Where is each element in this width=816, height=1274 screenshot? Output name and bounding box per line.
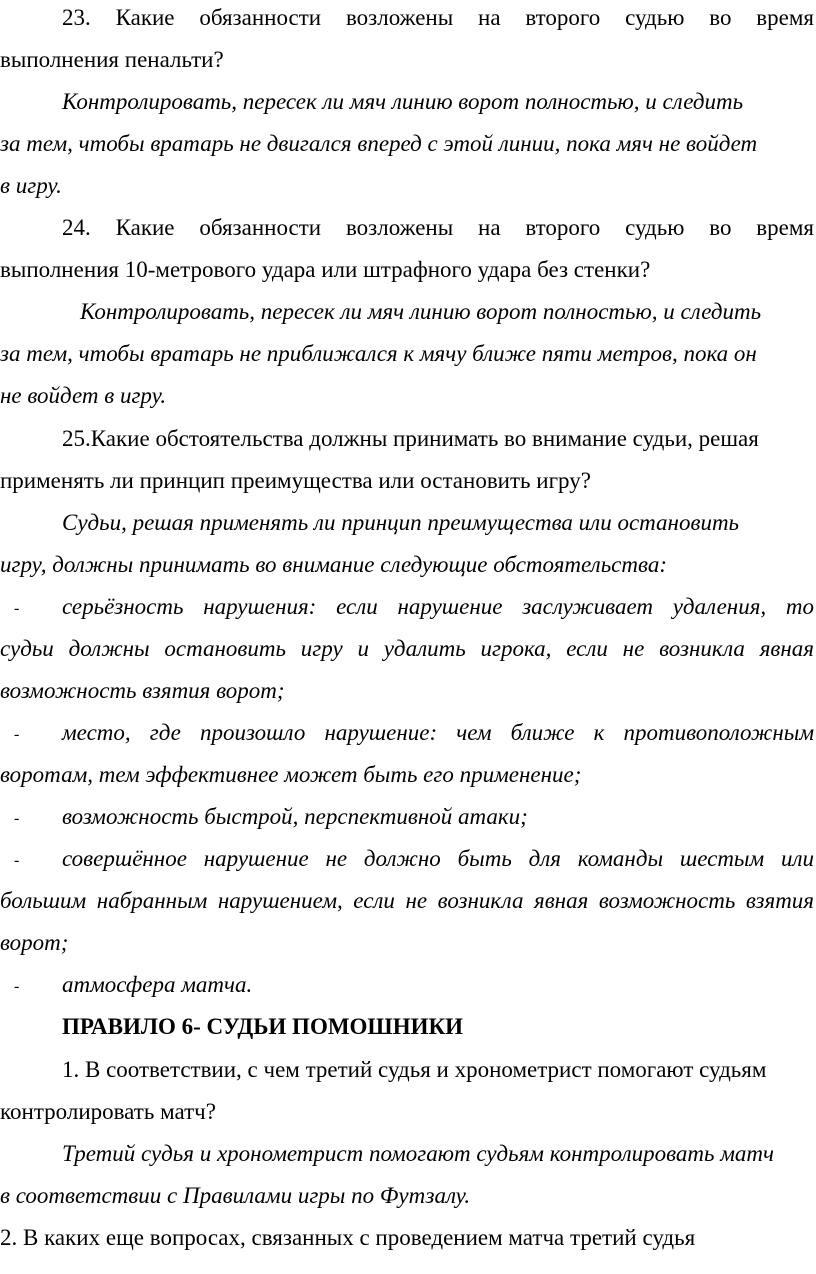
list-item-2-line-2: воротам, тем эффективнее может быть его применение;: [0, 762, 582, 787]
answer-24-line-2: за тем, чтобы вратарь не приближался к мячу ближе пяти метров, пока он: [0, 341, 757, 366]
list-item-4-line-1: совершённое нарушение не должно быть для команды шестым или: [62, 846, 814, 871]
answer-23-line-3: в игру.: [0, 173, 62, 198]
rule6-answer-1-line-1: Третий судья и хронометрист помогают судьям контролировать матч: [62, 1141, 775, 1166]
bullet-dash: -: [14, 978, 20, 995]
list-item-3-line-1: возможность быстрой, перспективной атаки;: [62, 804, 528, 829]
answer-23-line-1: Контролировать, пересек ли мяч линию ворот полностью, и следить: [62, 89, 744, 114]
bullet-dash: -: [14, 726, 20, 743]
question-23-line-2: выполнения пенальти?: [0, 47, 224, 72]
list-item-1-line-2: судьи должны остановить игру и удалить игрока, если не возникла явная: [0, 636, 814, 661]
list-item-5-line-1: атмосфера матча.: [62, 972, 253, 997]
question-24-line-2: выполнения 10-метрового удара или штрафного удара без стенки?: [0, 257, 651, 282]
answer-24-line-3: не войдет в игру.: [0, 383, 167, 408]
bullet-dash: -: [14, 852, 20, 869]
rule6-answer-1-line-2: в соответствии с Правилами игры по Футзалу.: [0, 1183, 471, 1208]
question-24-line-1: 24. Какие обязанности возложены на второго судью во время: [62, 215, 814, 240]
section-heading: ПРАВИЛО 6- СУДЬИ ПОМОШНИКИ: [62, 1014, 464, 1039]
question-25-line-2: применять ли принцип преимущества или остановить игру?: [0, 468, 591, 493]
answer-25-line-1: Судьи, решая применять ли принцип преимущества или остановить: [62, 510, 740, 535]
rule6-question-2-line-1: 2. В каких еще вопросах, связанных с проведением матча третий судья: [0, 1225, 696, 1250]
rule6-question-1-line-1: 1. В соответствии, с чем третий судья и хронометрист помогают судьям: [62, 1057, 767, 1082]
rule6-question-1-line-2: контролировать матч?: [0, 1099, 216, 1124]
answer-24-line-1: Контролировать, пересек ли мяч линию ворот полностью, и следить: [80, 299, 762, 324]
answer-23-line-2: за тем, чтобы вратарь не двигался вперед с этой линии, пока мяч не войдет: [0, 131, 758, 156]
question-23-line-1: 23. Какие обязанности возложены на второго судью во время: [62, 5, 814, 30]
answer-25-line-2: игру, должны принимать во внимание следующие обстоятельства:: [0, 552, 667, 577]
question-25-line-1: 25.Какие обстоятельства должны принимать во внимание судьи, решая: [62, 426, 759, 451]
list-item-2-line-1: место, где произошло нарушение: чем ближе к противоположным: [62, 720, 814, 745]
bullet-dash: -: [14, 600, 20, 617]
list-item-1-line-1: серьёзность нарушения: если нарушение заслуживает удаления, то: [62, 594, 814, 619]
list-item-4-line-3: ворот;: [0, 930, 69, 955]
bullet-dash: -: [14, 810, 20, 827]
list-item-1-line-3: возможность взятия ворот;: [0, 678, 285, 703]
list-item-4-line-2: большим набранным нарушением, если не возникла явная возможность взятия: [0, 888, 814, 913]
